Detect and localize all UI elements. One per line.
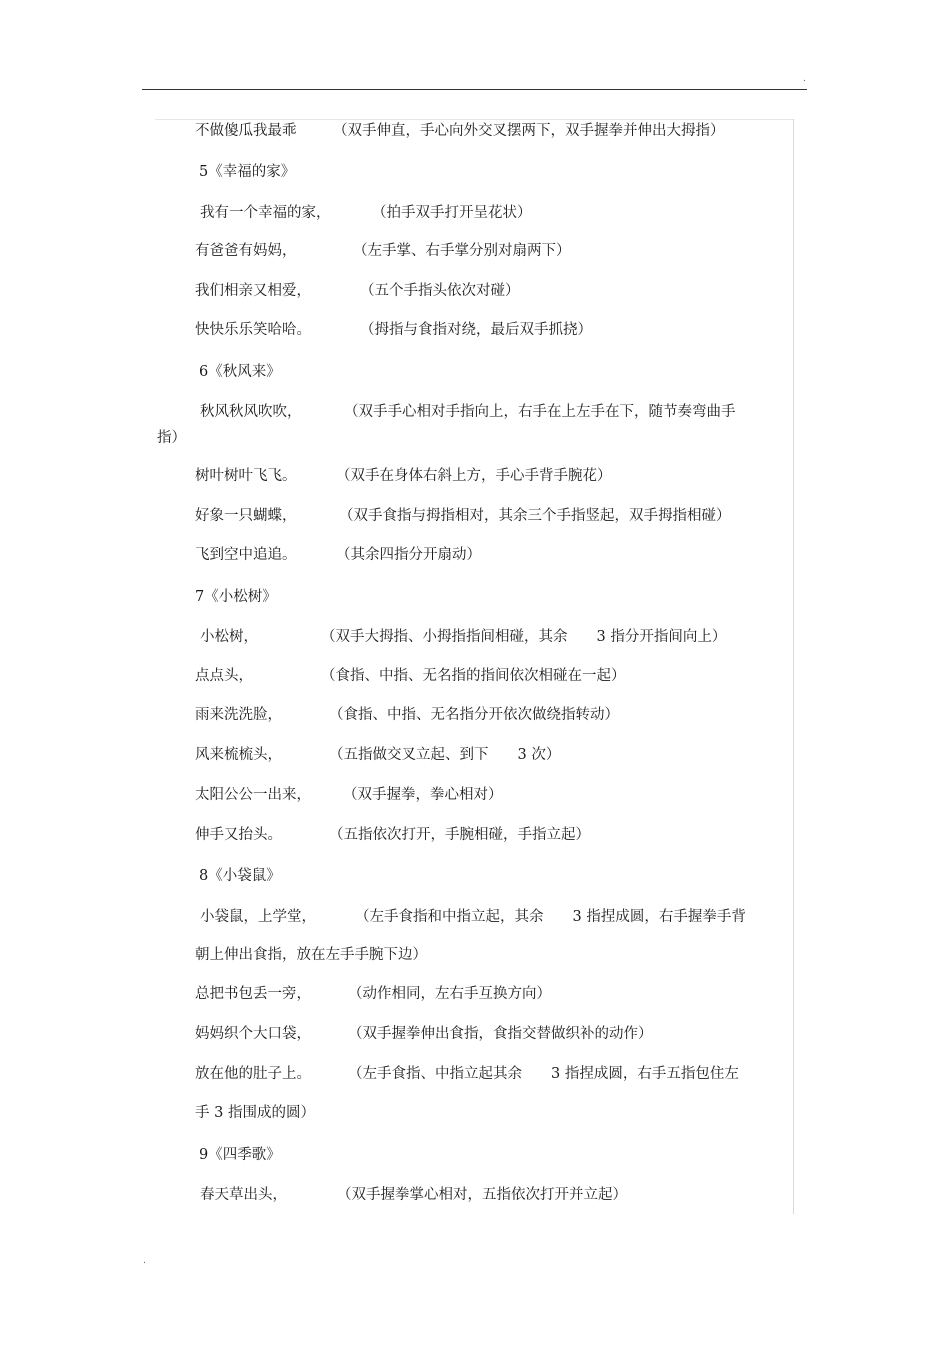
song-title: 9《四季歌》	[199, 1147, 281, 1163]
content-frame-top	[155, 119, 793, 120]
song-heading	[199, 1146, 281, 1164]
text-line	[195, 786, 503, 804]
text-line	[195, 667, 626, 685]
text-line	[200, 1186, 627, 1204]
lyric-text: 小袋鼠，上学堂，	[200, 909, 316, 925]
gesture-note: （其余四指分开扇动）	[336, 547, 481, 563]
song-title: 8《小袋鼠》	[199, 868, 281, 884]
text-line-wrap	[195, 1104, 315, 1122]
gesture-note: （五指依次打开，手腕相碰，手指立起）	[329, 827, 590, 843]
header-rule	[142, 89, 807, 90]
lyric-text: 点点头，	[195, 668, 253, 684]
gesture-note: （动作相同，左右手互换方向）	[348, 986, 551, 1002]
gesture-note: （左手食指和中指立起，其余 3 指捏成圆，右手握拳手背	[355, 909, 746, 925]
text-line	[195, 282, 520, 300]
gesture-note: （双手食指与拇指相对，其余三个手指竖起，双手拇指相碰）	[339, 508, 731, 524]
gesture-note: （拍手双手打开呈花状）	[372, 205, 532, 221]
gesture-note: （双手握拳掌心相对，五指依次打开并立起）	[337, 1187, 627, 1203]
lyric-text: 飞到空中追追。	[195, 547, 297, 563]
lyric-text: 总把书包丢一旁，	[195, 986, 311, 1002]
header-dot: .	[803, 74, 806, 84]
gesture-note: （五指做交叉立起、到下 3 次）	[329, 747, 561, 763]
lyric-text: 不做傻瓜我最乖	[195, 123, 297, 139]
text-line	[195, 826, 590, 844]
text-line	[195, 242, 571, 260]
lyric-text: 放在他的肚子上。	[195, 1066, 311, 1082]
text-line	[200, 628, 727, 646]
text-line	[195, 985, 551, 1003]
lyric-text: 春天草出头，	[200, 1187, 287, 1203]
lyric-text: 风来梳梳头，	[195, 747, 282, 763]
lyric-text: 雨来洗洗脸，	[195, 707, 282, 723]
wrapped-text: 指）	[157, 430, 186, 446]
text-line-wrap	[157, 429, 186, 447]
gesture-note: （食指、中指、无名指分开依次做绕指转动）	[329, 707, 619, 723]
text-line	[200, 204, 532, 222]
lyric-text: 秋风秋风吹吹，	[200, 404, 302, 420]
text-line	[195, 546, 481, 564]
song-heading	[195, 588, 277, 606]
gesture-note: （双手伸直，手心向外交叉摆两下，双手握拳并伸出大拇指）	[333, 123, 725, 139]
text-line	[195, 1065, 739, 1083]
gesture-note: （拇指与食指对绕，最后双手抓挠）	[360, 322, 592, 338]
gesture-note: （双手在身体右斜上方，手心手背手腕花）	[336, 468, 612, 484]
wrapped-text: 手 3 指围成的圆）	[195, 1105, 315, 1121]
lyric-text: 有爸爸有妈妈，	[195, 243, 297, 259]
song-heading	[199, 163, 295, 181]
song-title: 7《小松树》	[195, 589, 277, 605]
gesture-note: （双手手心相对手指向上，右手在上左手在下，随节奏弯曲手	[344, 404, 736, 420]
text-line	[195, 507, 731, 525]
gesture-note: （五个手指头依次对碰）	[360, 283, 520, 299]
lyric-text: 我们相亲又相爱，	[195, 283, 311, 299]
content-frame-right	[793, 119, 794, 1214]
text-line	[195, 1025, 653, 1043]
text-line	[195, 746, 561, 764]
song-title: 5《幸福的家》	[199, 164, 296, 180]
gesture-note: （食指、中指、无名指的指间依次相碰在一起）	[321, 668, 626, 684]
song-heading	[199, 867, 281, 885]
text-line	[195, 467, 612, 485]
footer-dot: .	[143, 1256, 146, 1266]
text-line	[195, 122, 725, 140]
lyric-text: 树叶树叶飞飞。	[195, 468, 297, 484]
gesture-note: （双手握拳伸出食指，食指交替做织补的动作）	[348, 1026, 653, 1042]
text-line	[195, 706, 619, 724]
lyric-text: 小松树，	[200, 629, 258, 645]
gesture-note: （双手大拇指、小拇指指间相碰，其余 3 指分开指间向上）	[321, 629, 727, 645]
song-heading	[199, 363, 281, 381]
text-line-wrap	[195, 946, 427, 964]
gesture-note: （左手掌、右手掌分别对扇两下）	[353, 243, 571, 259]
gesture-note: （双手握拳，拳心相对）	[343, 787, 503, 803]
text-line	[200, 908, 746, 926]
text-line	[195, 321, 592, 339]
lyric-text: 快快乐乐笑哈哈。	[195, 322, 311, 338]
lyric-text: 妈妈织个大口袋，	[195, 1026, 311, 1042]
lyric-text: 伸手又抬头。	[195, 827, 282, 843]
text-line	[200, 403, 736, 421]
gesture-note: （左手食指、中指立起其余 3 指捏成圆，右手五指包住左	[348, 1066, 739, 1082]
lyric-text: 太阳公公一出来，	[195, 787, 311, 803]
lyric-text: 我有一个幸福的家，	[200, 205, 331, 221]
lyric-text: 好象一只蝴蝶，	[195, 508, 297, 524]
wrapped-text: 朝上伸出食指，放在左手手腕下边）	[195, 947, 427, 963]
song-title: 6《秋风来》	[199, 364, 281, 380]
